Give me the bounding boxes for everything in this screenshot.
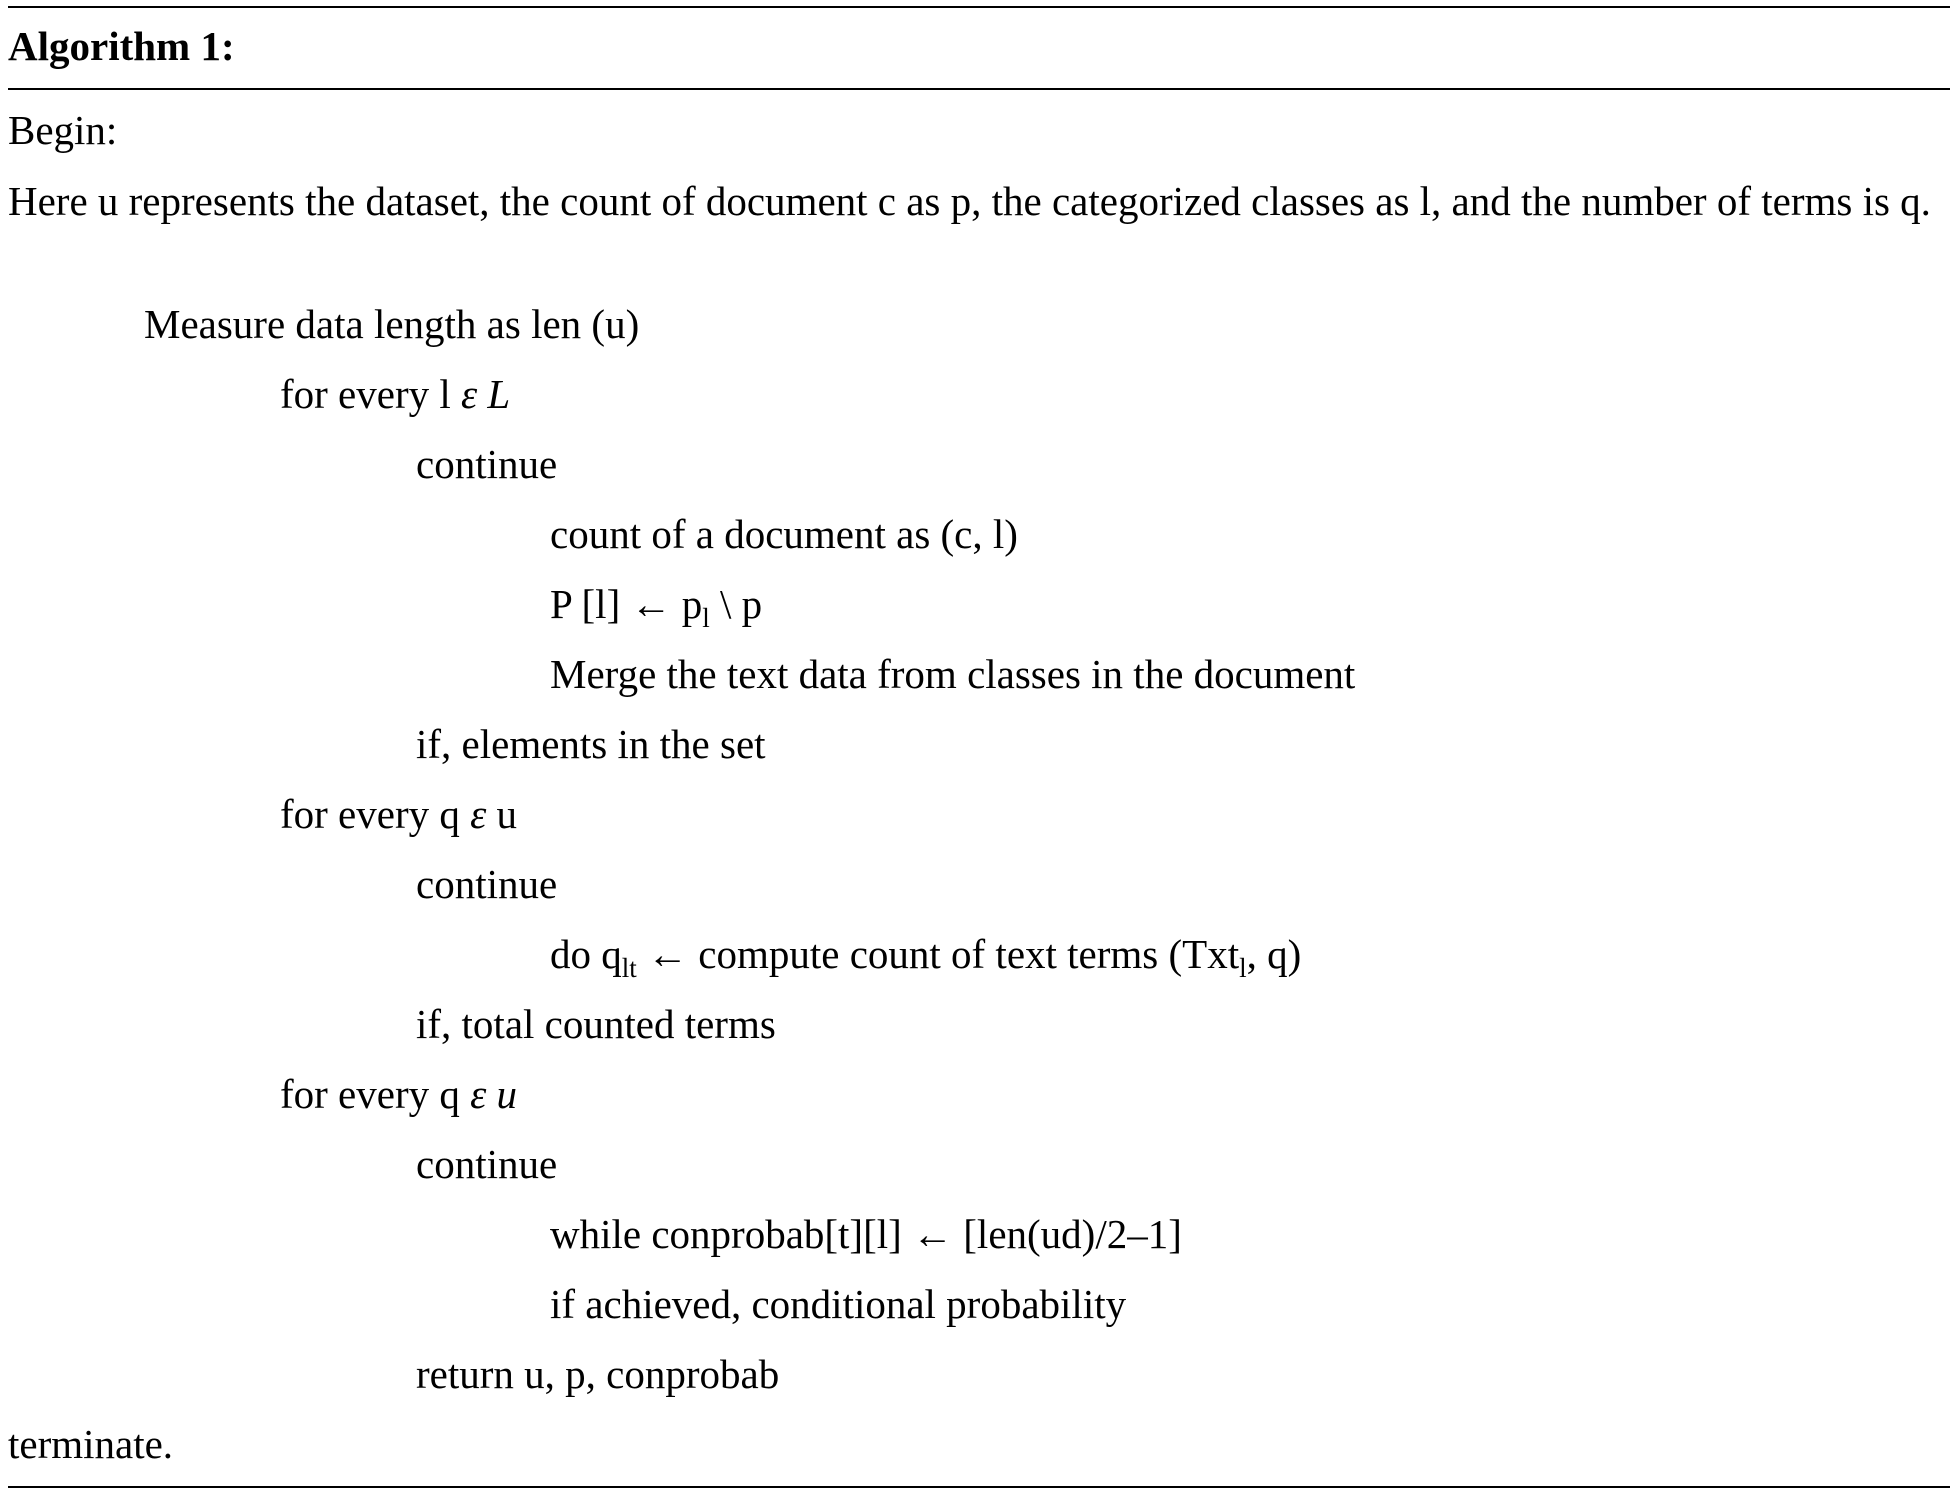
compute-count-line [550,928,1302,983]
count-document-line: count of a document as (c, l) [550,511,1018,557]
do-end-text: , q) [1246,931,1302,977]
p-assign-text: P [l] ← p [550,581,703,627]
merge-line: Merge the text data from classes in the document [550,651,1356,697]
p-assign-subscript: l [702,603,710,633]
if-elements-line: if, elements in the set [416,721,766,767]
if-total-line: if, total counted terms [416,1001,776,1047]
txt-subscript: l [1239,953,1247,983]
if-achieved-line: if achieved, conditional probability [550,1281,1127,1327]
begin-line: Begin: [8,107,118,153]
header-rule [8,88,1950,90]
continue-line-2: continue [416,861,558,907]
for2-text: for every q [280,791,471,837]
for3-text: for every q [280,1071,471,1117]
for2-set: u [486,791,518,837]
element-of-symbol: ε [470,791,487,837]
terminate-line: terminate. [8,1421,174,1467]
p-assign-rest: \ p [709,581,763,627]
algorithm-block [8,0,1950,1490]
do-mid-text: ← compute count of text terms (Txt [636,931,1240,977]
p-assign-line [550,578,763,633]
bottom-rule [8,1486,1950,1488]
while-line: while conprobab[t][l] ← [len(ud)/2–1] [550,1211,1182,1257]
for1-text: for every l [280,371,461,417]
for-every-q-line-2 [280,1068,517,1120]
continue-line-1: continue [416,441,558,487]
for1-set: L [477,371,511,417]
for-every-l-line [280,368,510,420]
element-of-symbol: ε [461,371,478,417]
element-of-symbol: ε [470,1071,487,1117]
top-rule [8,6,1950,8]
description-paragraph: Here u represents the dataset, the count of document c as p, the categorized classes as l, and the number of terms is q. [8,178,1931,224]
do-text: do q [550,931,622,977]
measure-line: Measure data length as len (u) [144,301,640,347]
do-subscript: lt [621,953,637,983]
return-line: return u, p, conprobab [416,1351,780,1397]
continue-line-3: continue [416,1141,558,1187]
for-every-q-line-1 [280,788,517,840]
algorithm-title: Algorithm 1: [8,23,235,69]
for3-set: u [486,1071,518,1117]
